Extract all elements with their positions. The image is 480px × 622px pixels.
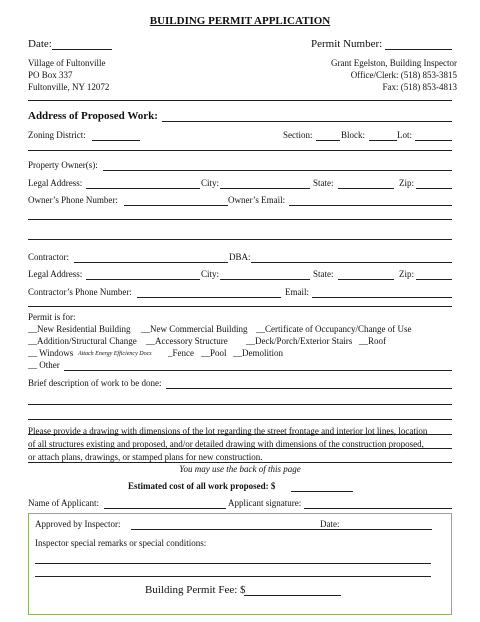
- contractor-city-label: City:: [201, 269, 220, 279]
- contractor-email-label: Email:: [285, 287, 309, 297]
- applicant-name-label: Name of Applicant:: [28, 498, 99, 508]
- divider: [28, 306, 452, 307]
- village-name: Village of Fultonville: [28, 58, 106, 68]
- remarks-line[interactable]: [35, 576, 431, 577]
- option-certificate-occupancy[interactable]: __Certificate of Occupancy/Change of Use: [256, 324, 412, 334]
- option-addition-structural[interactable]: __Addition/Structural Change: [28, 336, 137, 346]
- zoning-field[interactable]: [92, 140, 140, 141]
- divider: [28, 219, 452, 220]
- permit-fee-field[interactable]: [244, 595, 341, 596]
- property-owner-label: Property Owner(s):: [28, 160, 98, 170]
- contractor-state-field[interactable]: [338, 279, 394, 280]
- approved-by-field[interactable]: [131, 529, 343, 530]
- owner-phone-label: Owner’s Phone Number:: [28, 195, 118, 205]
- estimated-cost-field[interactable]: [291, 491, 353, 492]
- contractor-zip-field[interactable]: [416, 279, 452, 280]
- remarks-line[interactable]: [35, 563, 431, 564]
- village-po-box: PO Box 337: [28, 70, 73, 80]
- owner-zip-label: Zip:: [399, 178, 414, 188]
- description-line[interactable]: [28, 419, 452, 420]
- inspector-name: Grant Egelston, Building Inspector: [331, 58, 457, 68]
- approved-by-label: Approved by Inspector:: [35, 519, 121, 529]
- contractor-city-field[interactable]: [220, 279, 310, 280]
- contractor-legal-address-field[interactable]: [86, 279, 200, 280]
- owner-zip-field[interactable]: [416, 188, 452, 189]
- inspector-date-label: Date:: [320, 519, 340, 529]
- owner-email-label: Owner’s Email:: [228, 195, 286, 205]
- remarks-label: Inspector special remarks or special conditions:: [35, 538, 207, 548]
- applicant-signature-field[interactable]: [304, 508, 452, 509]
- applicant-name-field[interactable]: [104, 508, 226, 509]
- date-label: Date:: [28, 38, 52, 50]
- address-field[interactable]: [162, 121, 452, 122]
- permit-number-label: Permit Number:: [311, 38, 383, 50]
- description-field[interactable]: [166, 388, 452, 389]
- description-line[interactable]: [28, 462, 452, 463]
- owner-legal-address-label: Legal Address:: [28, 178, 83, 188]
- zoning-label: Zoning District:: [28, 130, 86, 140]
- owner-phone-field[interactable]: [124, 205, 228, 206]
- inspector-date-field[interactable]: [342, 529, 432, 530]
- owner-city-field[interactable]: [220, 188, 310, 189]
- option-fence[interactable]: _Fence: [168, 348, 194, 358]
- option-new-commercial[interactable]: __New Commercial Building: [141, 324, 248, 334]
- applicant-signature-label: Applicant signature:: [228, 498, 302, 508]
- inspector-office-phone: Office/Clerk: (518) 853-3815: [350, 70, 457, 80]
- option-pool[interactable]: __Pool: [201, 348, 227, 358]
- option-new-residential[interactable]: __New Residential Building: [28, 324, 131, 334]
- divider: [28, 100, 452, 101]
- instructions-line-1: Please provide a drawing with dimensions of the lot regarding the street frontage and interior lot lines, location: [28, 426, 428, 436]
- contractor-email-field[interactable]: [312, 297, 452, 298]
- contractor-state-label: State:: [313, 269, 334, 279]
- option-roof[interactable]: __Roof: [359, 336, 386, 346]
- date-field[interactable]: [52, 49, 112, 50]
- lot-field[interactable]: [415, 140, 452, 141]
- option-windows[interactable]: __ Windows: [28, 348, 74, 358]
- option-deck-porch[interactable]: __Deck/Porch/Exterior Stairs: [246, 336, 353, 346]
- owner-state-label: State:: [313, 178, 334, 188]
- contractor-label: Contractor:: [28, 252, 69, 262]
- contractor-phone-field[interactable]: [137, 297, 281, 298]
- divider: [28, 150, 452, 151]
- section-field[interactable]: [316, 140, 340, 141]
- address-label: Address of Proposed Work:: [28, 110, 158, 122]
- block-field[interactable]: [369, 140, 397, 141]
- owner-city-label: City:: [201, 178, 220, 188]
- permit-for-label: Permit is for:: [28, 312, 76, 322]
- page-title: BUILDING PERMIT APPLICATION: [149, 15, 331, 27]
- owner-state-field[interactable]: [338, 188, 394, 189]
- divider: [28, 239, 452, 240]
- other-field[interactable]: [64, 370, 452, 371]
- contractor-phone-label: Contractor’s Phone Number:: [28, 287, 132, 297]
- description-label: Brief description of work to be done:: [28, 378, 162, 388]
- owner-legal-address-field[interactable]: [86, 188, 200, 189]
- dba-label: DBA:: [229, 252, 251, 262]
- lot-label: Lot:: [397, 130, 412, 140]
- option-accessory-structure[interactable]: __Accessory Structure: [146, 336, 228, 346]
- contractor-field[interactable]: [74, 262, 228, 263]
- section-label: Section:: [283, 130, 313, 140]
- contractor-legal-address-label: Legal Address:: [28, 269, 83, 279]
- village-city: Fultonville, NY 12072: [28, 82, 110, 92]
- permit-number-field[interactable]: [385, 49, 452, 50]
- owner-email-field[interactable]: [289, 205, 452, 206]
- inspector-fax: Fax: (518) 853-4813: [382, 82, 457, 92]
- permit-fee-label: Building Permit Fee: $: [145, 584, 246, 596]
- description-line[interactable]: [28, 404, 452, 405]
- estimated-cost-label: Estimated cost of all work proposed: $: [128, 481, 276, 491]
- inspector-section: [28, 513, 452, 615]
- back-of-page-note: You may use the back of this page: [179, 464, 301, 474]
- option-demolition[interactable]: __Demolition: [233, 348, 283, 358]
- contractor-zip-label: Zip:: [399, 269, 414, 279]
- dba-field[interactable]: [251, 262, 452, 263]
- instructions-line-2: of all structures existing and proposed, and/or detailed drawing with dimensions of the construction proposed,: [28, 439, 424, 449]
- option-other[interactable]: __ Other: [28, 360, 60, 370]
- property-owner-field[interactable]: [103, 170, 452, 171]
- instructions-line-3: or attach plans, drawings, or stamped plans for new construction.: [28, 452, 263, 462]
- windows-note: Attach Energy Efficiency Docs: [78, 351, 152, 357]
- block-label: Block:: [341, 130, 365, 140]
